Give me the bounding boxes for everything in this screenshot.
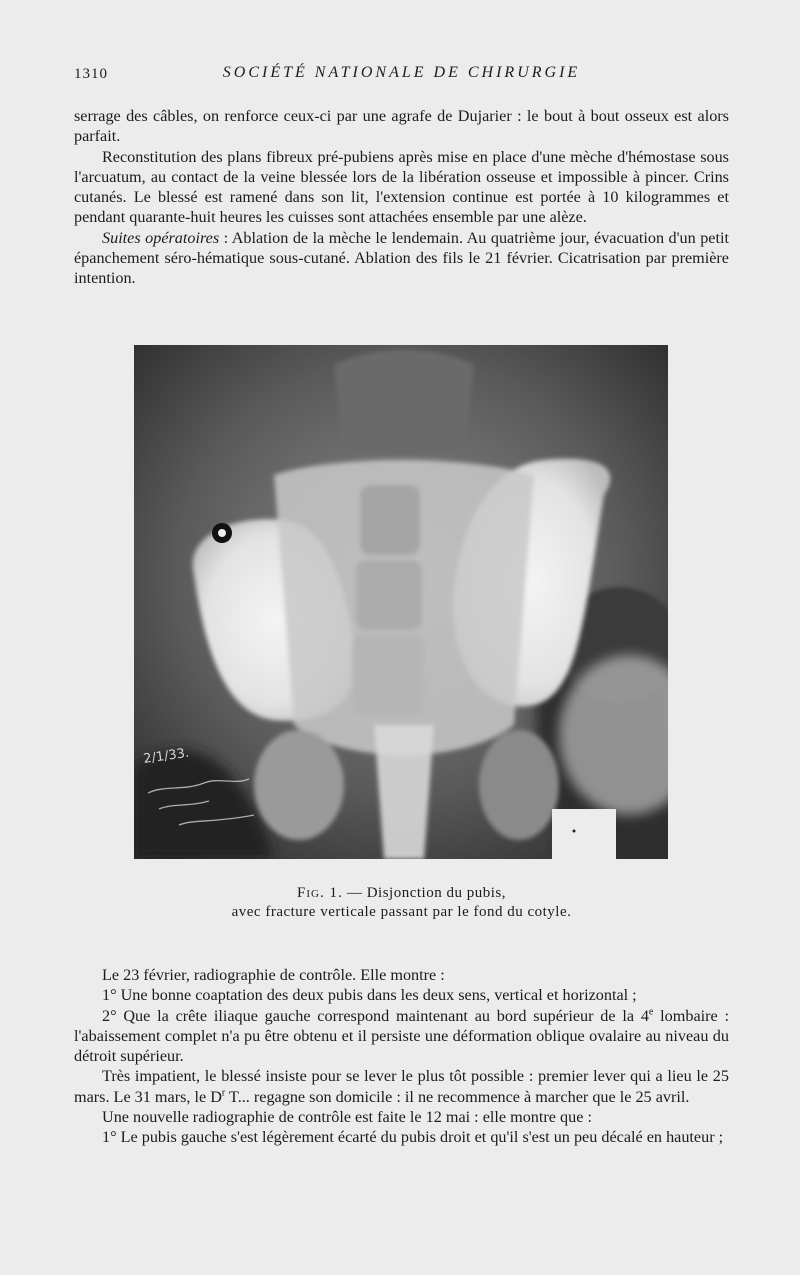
paragraph-3 (74, 228, 729, 289)
paragraph-2: Reconstitution des plans fibreux pré-pubiens après mise en place d'une mèche d'hémostase sous l'arcuatum, au contact de la veine blessée lors de la libération osseuse et impossible à pincer. Crins cutanés. Le blessé est ramené dans son lit, l'extension continue est portée à 10 kilogrammes et pendant quarante-huit heures les cuisses sont attachées ensemble par une alèze. (74, 147, 729, 227)
journal-title: SOCIÉTÉ NATIONALE DE CHIRURGIE (222, 64, 581, 81)
paragraph-6-a: 2° Que la crête iliaque gauche correspond maintenant au bord supérieur de la 4 (102, 1006, 649, 1025)
title-sup: r (221, 1087, 226, 1099)
body-text-bottom (74, 965, 729, 1148)
paragraph-5: 1° Une bonne coaptation des deux pubis dans les deux sens, vertical et horizontal ; (102, 986, 637, 1005)
section-label: Suites opératoires (102, 228, 220, 247)
page-number: 1310 (74, 66, 108, 82)
xray-figure (134, 345, 668, 859)
body-text-top (74, 106, 729, 289)
paragraph-4: Le 23 février, radiographie de contrôle. Elle montre : (102, 966, 445, 984)
paragraph-7-a: Très impatient, le blessé insiste pour se lever le plus tôt possible : premier lever qui a lieu le 25 mars. Le 31 mars, le D (74, 1067, 729, 1106)
running-head (74, 64, 729, 86)
paragraph-1: serrage des câbles, on renforce ceux-ci par une agrafe de Dujarier : le bout à bout osseux est alors parfait. (74, 107, 729, 146)
ordinal-sup: e (648, 1006, 654, 1018)
figure-label: Fig. 1. (297, 885, 343, 901)
caption-line-1 (74, 884, 729, 903)
film-annotation: 2/1/33. (142, 745, 191, 767)
paragraph-7-b: T... regagne son domicile : il ne recommence à marcher que le 25 avril. (225, 1087, 690, 1106)
paragraph-6-b: lombaire : l'abaissement complet n'a pu être obtenu et il persiste une déformation oblique ovalaire au niveau du détroit supérieur. (74, 1006, 729, 1066)
caption-line-2: avec fracture verticale passant par le fond du cotyle. (231, 904, 572, 920)
caption-line-1-text: — Disjonction du pubis, (342, 885, 506, 901)
figure-caption (74, 884, 729, 922)
paragraph-3-text: : Ablation de la mèche le lendemain. Au quatrième jour, évacuation d'un petit épanchement séro-hématique sous-cutané. Ablation des fils le 21 février. Cicatrisation par première intention. (74, 228, 729, 288)
paragraph-9: 1° Le pubis gauche s'est légèrement écarté du pubis droit et qu'il s'est un peu décalé en hauteur ; (102, 1128, 724, 1147)
paragraph-7 (74, 1066, 729, 1107)
paragraph-6 (74, 1006, 729, 1067)
paragraph-8: Une nouvelle radiographie de contrôle est faite le 12 mai : elle montre que : (102, 1108, 592, 1127)
